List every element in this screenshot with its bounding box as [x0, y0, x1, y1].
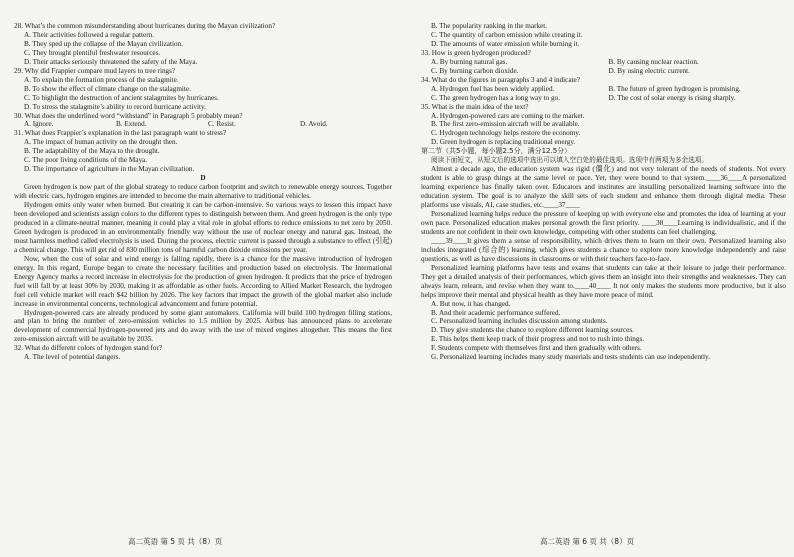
passage-paragraph: Personalized learning helps reduce the pressure of keeping up with everyone else and promotes the idea of learning at your own pace. Personalized education makes personal growth the first priority. ____38____Learning is individualistic, and if the students are not confident in their own knowledge, competing with other students can feel challenging. — [421, 210, 786, 236]
answer-option: D. They give students the chance to explore different learning sources. — [431, 326, 634, 335]
answer-option-row — [421, 67, 786, 76]
answer-option-row — [14, 120, 392, 129]
answer-option: D. Avoid. — [300, 120, 328, 129]
answer-option: C. The quantity of carbon emission while creating it. — [431, 30, 583, 39]
passage-paragraph: ____39____It gives them a sense of responsibility, which drives them to learn on their own. Personalized learning also includes integrated (综合的) learning, which gives students a chance to explore more knowledge independently and raise questions, as well as have discussions in classrooms or with their teachers face-to-face. — [421, 236, 786, 263]
answer-option: B. The adaptability of the Maya to the drought. — [24, 147, 160, 156]
answer-option: D. To stress the stalagmite’s ability to record hurricane activity. — [24, 102, 206, 111]
answer-option: A. But now, it has changed. — [431, 299, 511, 308]
answer-option: A. The impact of human activity on the drought then. — [24, 138, 178, 147]
answer-option: B. The popularity ranking in the market. — [431, 22, 548, 30]
answer-option: B. And their academic performance suffered. — [431, 308, 561, 317]
question-stem: 29. Why did Frappier compare mud layers to tree rings? — [14, 66, 176, 75]
answer-option: A. Their activities followed a regular pattern. — [24, 30, 154, 39]
answer-option: B. To show the effect of climate change on the stalagmite. — [24, 84, 191, 93]
question-stem: 28. What’s the common misunderstanding about hurricanes during the Mayan civilization? — [14, 22, 276, 30]
passage-paragraph: Now, when the cost of solar and wind energy is falling rapidly, there is a chance for the massive introduction of hydrogen energy. In this regard, Europe began to create the necessary facilities and production based on electrolysis. The International Energy Agency marks a record increase in electrolysis for the production of green hydrogen. It predicts that the price of hydrogen fuel will fall by at least 30% by 2030, making it as affordable as other fuels. According to Allied Market Research, the hydrogen fuel cell vehicle market will reach $42 billion by 2026. The key factors that impact the growth of the global market also include increase in environmental concerns, technological advancement and future potential. — [14, 254, 392, 308]
question-stem: 30. What does the underlined word “withstand” in Paragraph 5 probably mean? — [14, 111, 243, 120]
answer-option: D. By using electric current. — [608, 66, 690, 75]
answer-option: D. Their attacks seriously threatened the safety of the Maya. — [24, 57, 198, 66]
section-instructions: 阅读下面短文，从短文后的选项中选出可以填入空白处的最佳选项。选项中有两项为多余选项。 — [431, 156, 708, 165]
answer-option: A. Ignore. — [24, 120, 54, 129]
answer-option: B. The first zero-emission aircraft will be available. — [431, 120, 580, 129]
passage-paragraph: Hydrogen emits only water when burned. But creating it can be carbon-intensive. So various ways to lessen this impact have been developed and scientists assign colors to the different types to distinguish between them. And green hydrogen is the only type produced in a climate-neutral manner, meaning it could play a vital role in global efforts to reduce emissions to net zero by 2050. Green hydrogen is produced in an environmentally friendly way without the use of nuclear energy and natural gas. Instead, the most harmless method called electrolysis is used. During the process, electric current is passed through a substance to effect (引起) a chemical change. This will get rid of 830 million tons of harmful carbon dioxide emissions per year. — [14, 201, 392, 254]
answer-option: C. Hydrogen technology helps restore the economy. — [431, 129, 581, 138]
answer-option-row — [421, 94, 786, 103]
question-stem: 34. What do the figures in paragraphs 3 and 4 indicate? — [421, 75, 580, 84]
answer-option: B. By causing nuclear reaction. — [608, 57, 699, 66]
answer-option: B. They sped up the collapse of the Mayan civilization. — [24, 39, 183, 48]
answer-option: A. To explain the formation process of the stalagmite. — [24, 75, 179, 84]
question-stem: 31. What does Frappier’s explanation in the last paragraph want to stress? — [14, 129, 227, 138]
passage-heading: D — [200, 174, 206, 183]
answer-option: A. The level of potential dangers. — [24, 353, 121, 362]
answer-option: A. Hydrogen fuel has been widely applied. — [431, 84, 555, 93]
question-stem: 35. What is the main idea of the text? — [421, 102, 529, 111]
answer-option: C. To highlight the destruction of ancient stalagmites by hurricanes. — [24, 93, 219, 102]
answer-option-row — [421, 85, 786, 94]
answer-option: F. Students compete with themselves first and then gradually with others. — [431, 344, 642, 353]
passage-paragraph: Almost a decade ago, the education system was rigid (僵化) and not very tolerant of the needs of students. Not every student is able to grasp things at the same level or pace. Yet, they were bound to that system.____36____A personalized learning experience has finally taken over. Educators and institutes are installing personalized learning software into the education system. The goal is to analyze the skill sets of each student and enhance them through digital media. These platforms use visuals, AI, case studies, etc.____37____ — [421, 165, 786, 210]
answer-option: B. Extend. — [116, 120, 147, 129]
right-page-column — [421, 22, 786, 362]
answer-option: C. The poor living conditions of the Maya. — [24, 156, 148, 165]
answer-option: D. The importance of agriculture in the Mayan civilization. — [24, 165, 195, 174]
answer-option: C. Resist. — [208, 120, 236, 129]
left-page-footer: 高二英语 第 5 页 共（8）页 — [128, 537, 223, 546]
answer-option: E. This helps them keep track of their progress and not to rush into things. — [431, 335, 645, 344]
section-title: 第二节（共5小题，每小题2.5分，满分12.5分） — [421, 147, 572, 156]
passage-paragraph: Personalized learning platforms have tests and exams that students can take at their leisure to judge their performance. They get a detailed analysis of their performances, which gives them an insight into their strengths and weaknesses. They can always learn, relearn, and revise when they want to.____40____ It not only makes the students more productive, but it also helps improve their mental and physical health as they have more peace of mind. — [421, 263, 786, 299]
answer-option: D. The cost of solar energy is rising sharply. — [608, 93, 736, 102]
question-stem: 33. How is green hydrogen produced? — [421, 48, 531, 57]
answer-option: C. The green hydrogen has a long way to go. — [431, 93, 561, 102]
answer-option: C. Personalized learning includes discussion among students. — [431, 317, 608, 326]
answer-option-row — [421, 58, 786, 67]
answer-option: G. Personalized learning includes many study materials and tests students can use independently. — [431, 353, 710, 362]
passage-paragraph: Green hydrogen is now part of the global strategy to reduce carbon footprint and switch to renewable energy sources. Together with electric cars, hydrogen engines are intended to become the main alternative to traditional vehicles. — [14, 183, 392, 201]
answer-option: B. The future of green hydrogen is promising. — [608, 84, 741, 93]
answer-option: A. Hydrogen-powered cars are coming to the market. — [431, 111, 585, 120]
answer-option: C. They brought plentiful freshwater resources. — [24, 48, 161, 57]
answer-option: A. By burning natural gas. — [431, 57, 508, 66]
right-page-footer: 高二英语 第 6 页 共（8）页 — [540, 537, 635, 546]
passage-paragraph: Hydrogen-powered cars are already produced by some giant automakers. California will build 100 hydrogen filling stations, and plan to bring the number of zero-emission vehicles to 1.5 million by 2025. Airbus has announced plans to accelerate development of commercial hydrogen-powered jets and do away with the use of mixed engines altogether. This means the first zero-emission aircraft will be available by 2035. — [14, 308, 392, 344]
question-stem: 32. What do different colors of hydrogen stand for? — [14, 344, 163, 353]
answer-option: D. The amounts of water emission while burning it. — [431, 39, 580, 48]
left-page-column — [14, 22, 392, 362]
answer-option: D. Green hydrogen is replacing traditional energy. — [431, 138, 576, 147]
answer-option: C. By burning carbon dioxide. — [431, 66, 519, 75]
